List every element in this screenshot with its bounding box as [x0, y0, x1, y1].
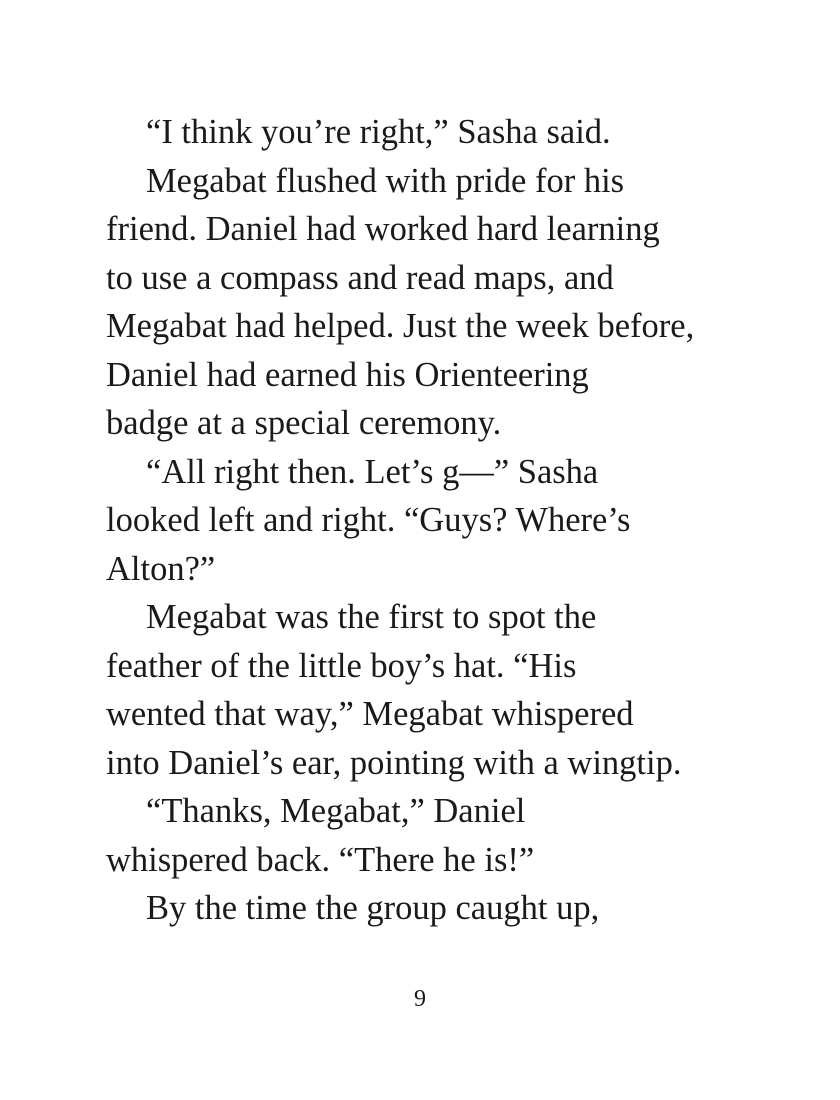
text-line: whispered back. “There he is!”	[106, 840, 535, 879]
text-line: “Thanks, Megabat,” Daniel	[146, 792, 526, 830]
text-line: into Daniel’s ear, pointing with a wingtip.	[106, 743, 682, 782]
text-line: friend. Daniel had worked hard learning	[106, 210, 660, 248]
text-line: Alton?”	[106, 549, 216, 588]
text-line: feather of the little boy’s hat. “His	[106, 646, 577, 685]
text-line: “All right then. Let’s g—” Sasha	[146, 452, 599, 491]
text-line: By the time the group caught up,	[146, 889, 600, 927]
text-line: Daniel had earned his Orienteering	[106, 355, 589, 394]
text-line: Megabat flushed with pride for his	[146, 161, 625, 200]
text-line: “I think you’re right,” Sasha said.	[146, 113, 611, 151]
text-line: looked left and right. “Guys? Where’s	[106, 501, 631, 539]
body-text	[106, 108, 806, 933]
text-line: badge at a special ceremony.	[106, 404, 502, 442]
text-line: Megabat was the first to spot the	[146, 598, 597, 636]
text-line: wented that way,” Megabat whispered	[106, 695, 634, 733]
text-line: Megabat had helped. Just the week before,	[106, 307, 695, 345]
text-line: to use a compass and read maps, and	[106, 258, 614, 297]
page-number: 9	[414, 986, 426, 1012]
